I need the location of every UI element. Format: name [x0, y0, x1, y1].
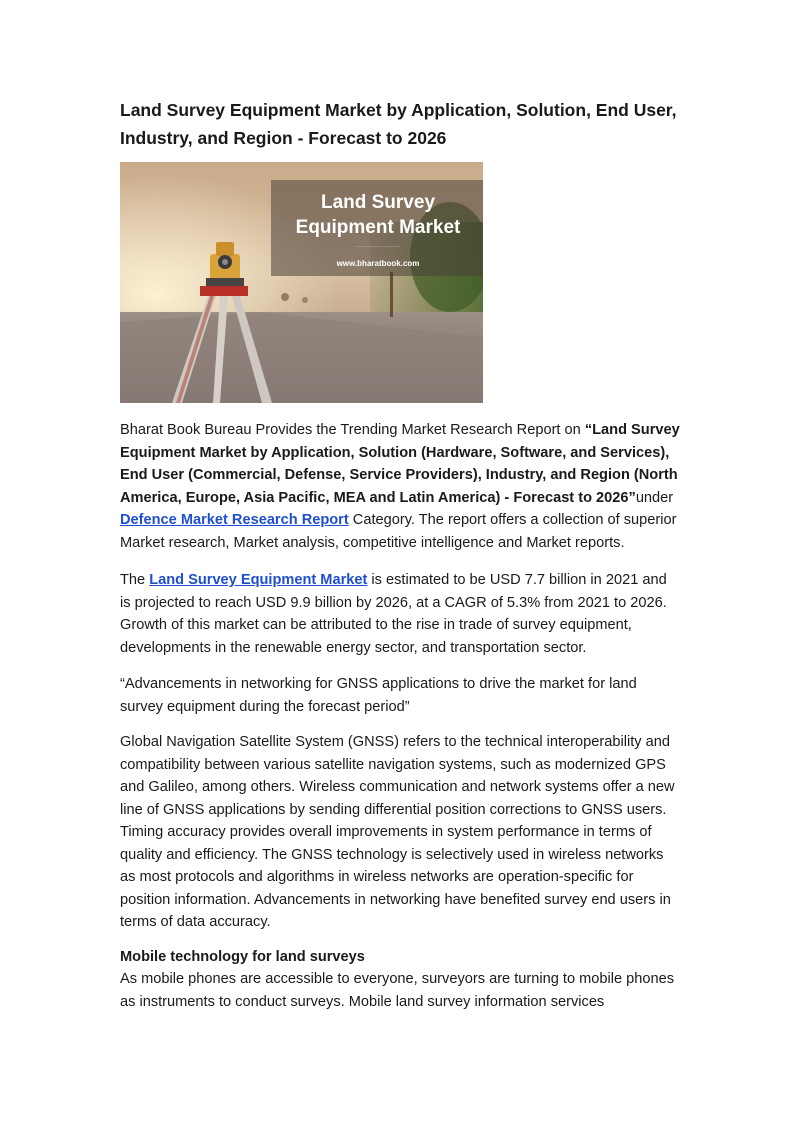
section-heading: Mobile technology for land surveys	[120, 949, 365, 965]
hero-title-line2: Equipment Market	[295, 217, 461, 238]
mobile-paragraph: As mobile phones are accessible to everyone, surveyors are turning to mobile phones as instruments to conduct surveys. Mobile land survey information services	[120, 971, 675, 1010]
market-pre-text: The	[120, 572, 150, 588]
quote-paragraph: “Advancements in networking for GNSS applications to drive the market for land survey equipment during the forecast period”	[120, 676, 637, 715]
gnss-paragraph: Global Navigation Satellite System (GNSS) refers to the technical interoperability and compatibility between various satellite navigation systems, such as modernized GPS and Galileo, among others. Wireless communication and network systems offer a new line of GNSS applications by sending differential position corrections to GNSS users. Timing accuracy provides overall improvements in system performance in terms of quality and efficiency. The GNSS technology is selectively used in wireless networks as most protocols and algorithms in wireless networks are operation-specific for position information. Advancements in networking have benefited survey end users in terms of data accuracy.	[120, 734, 675, 930]
market-post-text: is estimated to be USD 7.7 billion in 2021 and is projected to reach USD 9.9 billion by 2026, at a CAGR of 5.3% from 2021 to 2026. Growth of this market can be attributed to the rise in trade of survey equipment, developments in the renewable energy sector, and transportation sector.	[120, 572, 667, 656]
intro-paragraph	[120, 419, 680, 554]
report-name: “Land Survey Equipment Market by Application, Solution (Hardware, Software, and Services), End User (Commercial, Defense, Service Providers), Industry, and Region (North America, Europe, Asia Pacific, MEA and Latin America) - Forecast to 2026”	[120, 422, 680, 506]
hero-url: www.bharatbook.com	[336, 259, 420, 268]
intro-outro-text: Category. The report offers a collection of superior Market research, Market analysis, competitive intelligence and Market reports.	[120, 512, 677, 551]
page-title: Land Survey Equipment Market by Application, Solution, End User, Industry, and Region - Forecast to 2026	[120, 100, 677, 148]
defence-report-link[interactable]: Defence Market Research Report	[120, 512, 349, 528]
hero-image	[120, 162, 483, 403]
market-size-paragraph	[120, 569, 680, 659]
land-survey-market-link[interactable]: Land Survey Equipment Market	[149, 572, 368, 588]
under-text: under	[635, 489, 674, 506]
hero-dots: ······················	[356, 244, 400, 250]
hero-title-line1: Land Survey	[320, 192, 436, 213]
intro-text: Bharat Book Bureau Provides the Trending Market Research Report on	[120, 422, 585, 438]
survey-equipment-photo	[120, 162, 483, 403]
